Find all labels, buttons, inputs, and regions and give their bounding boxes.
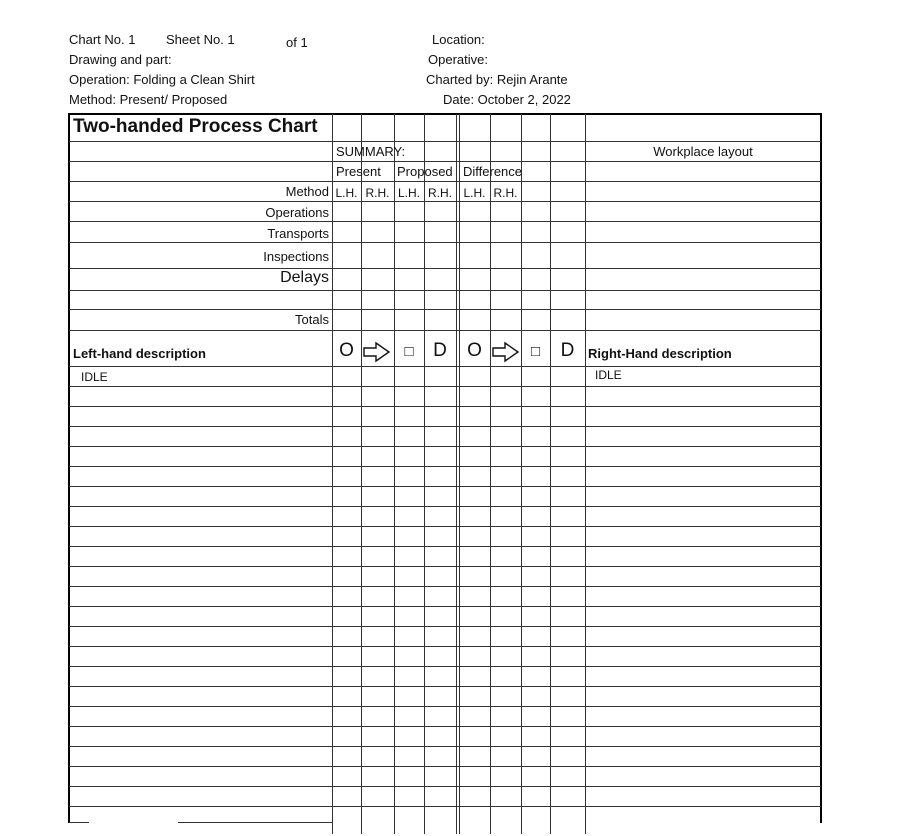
row-line xyxy=(69,486,821,487)
row-line-stub xyxy=(69,822,89,823)
column-line xyxy=(490,114,491,834)
column-line xyxy=(521,114,522,834)
right-hand-description-header: Right-Hand description xyxy=(588,346,732,361)
row-line xyxy=(69,366,821,367)
hand-label: L.H. xyxy=(335,186,358,200)
row-line xyxy=(69,686,821,687)
location-label: Location: xyxy=(432,32,485,47)
inspection-symbol-icon: □ xyxy=(530,343,541,360)
row-line xyxy=(69,141,821,142)
hand-label: L.H. xyxy=(397,186,420,200)
column-line xyxy=(459,114,460,834)
method-label: Method: Present/ Proposed xyxy=(69,92,228,107)
totals-label: Totals xyxy=(295,312,329,327)
hand-label: R.H. xyxy=(365,186,390,200)
delay-symbol-icon: D xyxy=(560,340,575,361)
column-line xyxy=(394,114,395,834)
table-top-border xyxy=(68,113,822,115)
operations-label: Operations xyxy=(265,205,329,220)
row-line xyxy=(69,446,821,447)
row-line xyxy=(69,309,821,310)
row-line xyxy=(69,646,821,647)
right-hand-entry: IDLE xyxy=(595,368,622,382)
present-header: Present xyxy=(336,164,381,179)
row-line xyxy=(69,766,821,767)
difference-header: Difference xyxy=(463,164,523,179)
operation-label: Operation: Folding a Clean Shirt xyxy=(69,72,255,87)
sheet-total: of 1 xyxy=(286,35,308,50)
delay-symbol-icon: D xyxy=(433,340,447,361)
row-line xyxy=(69,626,821,627)
row-line xyxy=(69,506,821,507)
hand-label: R.H. xyxy=(493,186,518,200)
row-line xyxy=(69,406,821,407)
column-line xyxy=(361,114,362,834)
workplace-layout-label: Workplace layout xyxy=(653,144,753,159)
row-line xyxy=(69,786,821,787)
row-line xyxy=(69,426,821,427)
row-line-stub xyxy=(178,822,332,823)
row-line xyxy=(69,806,821,807)
row-line xyxy=(69,330,821,331)
row-line xyxy=(69,466,821,467)
hand-label: L.H. xyxy=(463,186,486,200)
left-hand-description-header: Left-hand description xyxy=(73,346,206,361)
operation-symbol-icon: O xyxy=(467,340,482,361)
row-line xyxy=(69,606,821,607)
row-line xyxy=(69,242,821,243)
proposed-header: Proposed xyxy=(397,164,453,179)
row-line xyxy=(69,290,821,291)
operation-symbol-icon: O xyxy=(339,340,354,361)
table-right-border xyxy=(820,113,822,823)
column-line xyxy=(456,114,457,834)
operative-label: Operative: xyxy=(428,52,488,67)
row-line xyxy=(69,201,821,202)
column-line xyxy=(585,114,586,834)
column-line xyxy=(332,114,333,834)
row-line xyxy=(69,666,821,667)
transports-label: Transports xyxy=(267,226,329,241)
column-line xyxy=(550,114,551,834)
row-line xyxy=(69,566,821,567)
sheet-number: Sheet No. 1 xyxy=(166,32,235,47)
row-line xyxy=(69,726,821,727)
chart-title: Two-handed Process Chart xyxy=(73,116,318,137)
hand-label: R.H. xyxy=(428,186,452,200)
left-hand-entry: IDLE xyxy=(81,370,108,384)
row-line xyxy=(69,546,821,547)
inspections-label: Inspections xyxy=(263,249,329,264)
date-label: Date: October 2, 2022 xyxy=(443,92,571,107)
drawing-part-label: Drawing and part: xyxy=(69,52,172,67)
transport-arrow-icon xyxy=(361,340,394,364)
row-line xyxy=(69,746,821,747)
row-line xyxy=(69,221,821,222)
row-line xyxy=(69,706,821,707)
row-line xyxy=(69,526,821,527)
transport-arrow-icon xyxy=(490,340,521,364)
charted-by-label: Charted by: Rejin Arante xyxy=(426,72,568,87)
method-row-label: Method xyxy=(285,184,329,199)
delays-label: Delays xyxy=(280,269,329,286)
column-line xyxy=(424,114,425,834)
row-line xyxy=(69,586,821,587)
inspection-symbol-icon: □ xyxy=(404,343,414,360)
row-line xyxy=(69,161,821,162)
chart-number: Chart No. 1 xyxy=(69,32,136,47)
row-line xyxy=(69,181,821,182)
row-line xyxy=(69,386,821,387)
summary-label: SUMMARY: xyxy=(336,144,406,159)
